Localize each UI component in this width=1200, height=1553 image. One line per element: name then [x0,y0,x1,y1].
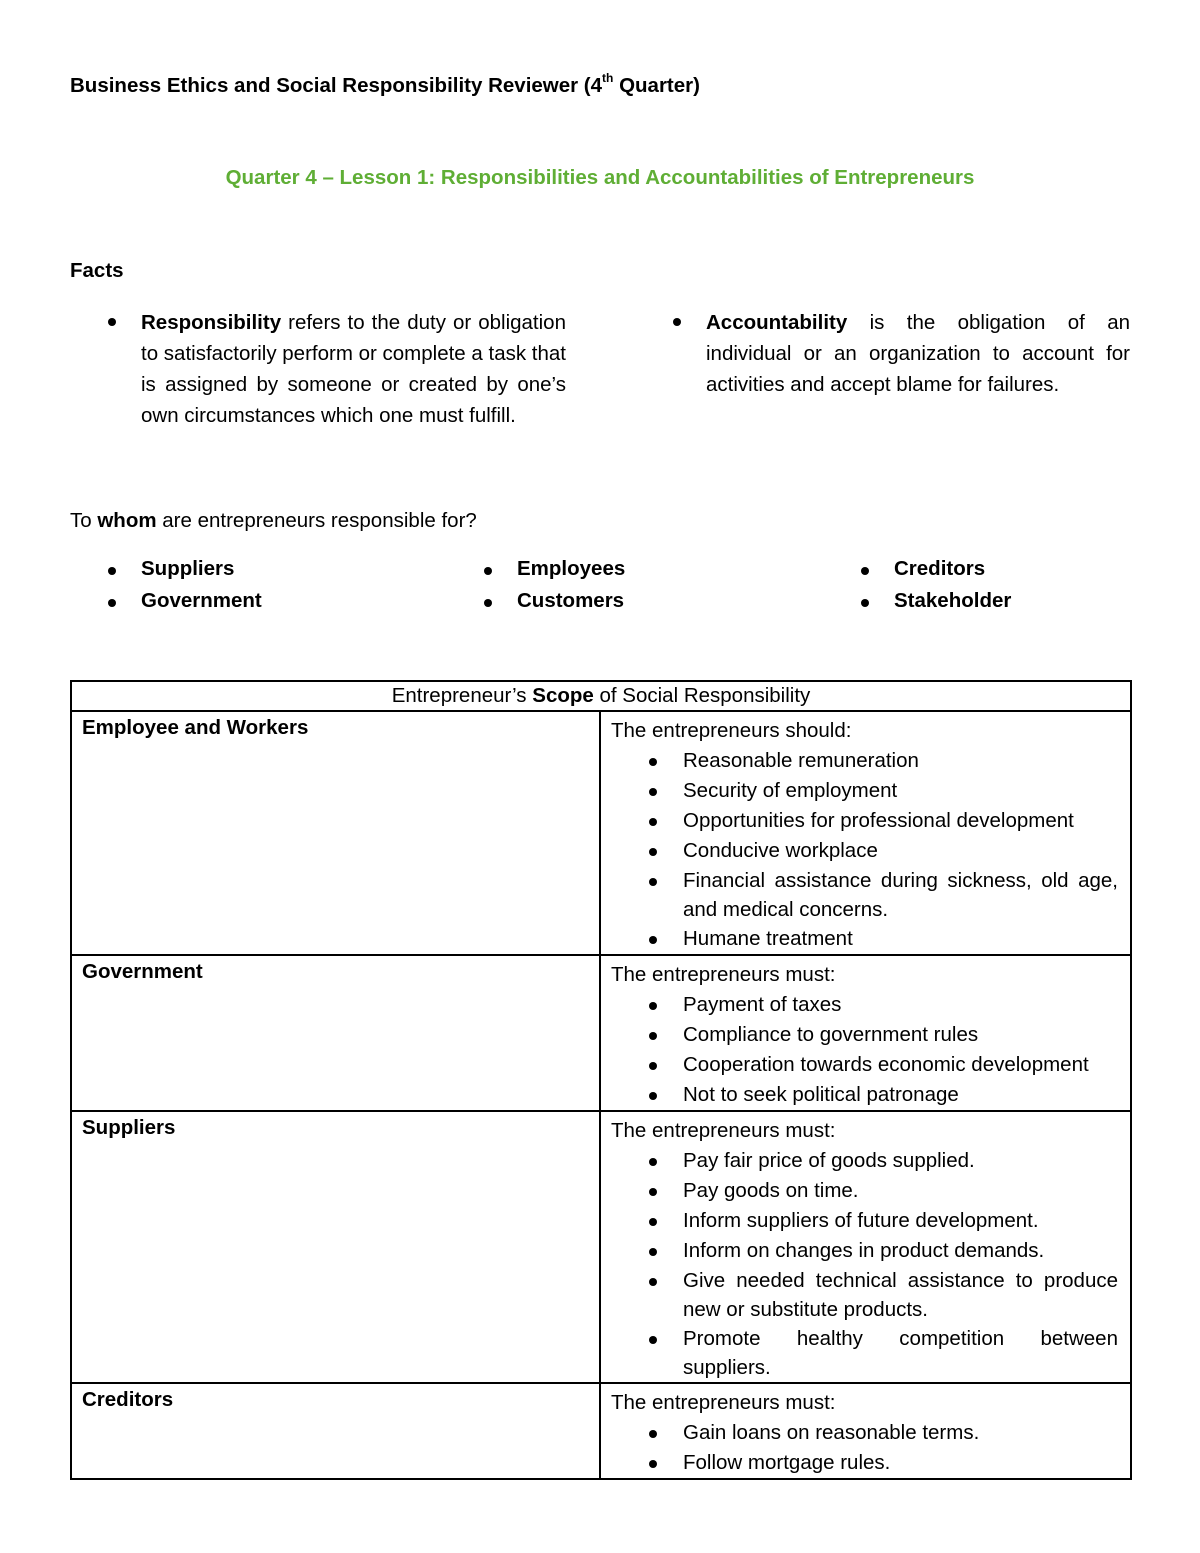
list-item: Security of employment [683,776,1118,806]
table-row [71,711,1131,955]
bullet-icon [649,1188,657,1196]
list-item: Inform suppliers of future development. [683,1206,1118,1236]
list-item: Pay goods on time. [683,1176,1118,1206]
row-details [600,1111,1131,1383]
list-item: Cooperation towards economic development [683,1050,1118,1080]
row-group-label: Creditors [71,1383,600,1479]
lesson-title: Quarter 4 – Lesson 1: Responsibilities and Accountabilities of Entrepreneurs [225,166,975,189]
bullet-icon [108,318,116,326]
bullet-icon [649,1158,657,1166]
list-item: Inform on changes in product demands. [683,1236,1118,1266]
row-group-label: Government [71,955,600,1111]
row-intro: The entrepreneurs should: [611,719,852,742]
list-item: Compliance to government rules [683,1020,1118,1050]
list-item: Follow mortgage rules. [683,1448,1118,1478]
row-details [600,955,1131,1111]
bullet-icon [649,1430,657,1438]
bullet-icon [649,1278,657,1286]
accountability-definition: is the obligation of an individual or an organization to account for activities and accept blame for failures. [706,311,1130,396]
list-item: Humane treatment [683,924,1118,954]
stakeholder-item: Employees [517,557,625,581]
row-intro: The entrepreneurs must: [611,1119,836,1142]
row-group-label: Employee and Workers [71,711,600,955]
row-intro: The entrepreneurs must: [611,963,836,986]
row-details [600,1383,1131,1479]
bullet-icon [484,567,492,575]
accountability-fact [706,307,1130,400]
row-group-label: Suppliers [71,1111,600,1383]
table-row [71,1383,1131,1479]
responsibility-fact [141,307,566,431]
bullet-icon [649,878,657,886]
row-details [600,711,1131,955]
bullet-icon [649,1002,657,1010]
responsibility-term: Responsibility [141,311,282,334]
table-row [71,955,1131,1111]
table-header-row [71,681,1131,711]
bullet-icon [649,1460,657,1468]
bullet-icon [649,1336,657,1344]
bullet-icon [108,567,116,575]
duty-list [611,990,1118,1110]
bullet-icon [649,1218,657,1226]
bullet-icon [649,1062,657,1070]
list-item: Promote healthy competition between suppliers. [683,1324,1118,1382]
list-item: Give needed technical assistance to produce new or substitute products. [683,1266,1118,1324]
bullet-icon [649,788,657,796]
stakeholder-item: Government [141,589,262,613]
list-item: Pay fair price of goods supplied. [683,1146,1118,1176]
table-row [71,1111,1131,1383]
stakeholder-item: Suppliers [141,557,234,581]
duty-list [611,1146,1118,1382]
bullet-icon [649,848,657,856]
social-responsibility-table [70,680,1132,1480]
list-item: Reasonable remuneration [683,746,1118,776]
bullet-icon [649,1092,657,1100]
table-title: Entrepreneur’s Scope of Social Responsibility [71,681,1131,711]
list-item: Not to seek political patronage [683,1080,1118,1110]
list-item: Payment of taxes [683,990,1118,1020]
facts-heading: Facts [70,259,124,282]
responsibility-definition: refers to the duty or obligation to satisfactorily perform or complete a task that is assigned by someone or created by one’s own circumstances which one must fulfill. [141,311,566,427]
responsibility-question: To whom are entrepreneurs responsible for? [70,509,477,532]
duty-list [611,1418,1118,1478]
bullet-icon [649,936,657,944]
stakeholder-item: Stakeholder [894,589,1011,613]
bullet-icon [861,599,869,607]
bullet-icon [649,818,657,826]
bullet-icon [649,1032,657,1040]
bullet-icon [484,599,492,607]
bullet-icon [673,318,681,326]
bullet-icon [108,599,116,607]
stakeholder-item: Creditors [894,557,985,581]
list-item: Financial assistance during sickness, old age, and medical concerns. [683,866,1118,924]
bullet-icon [649,1248,657,1256]
list-item: Gain loans on reasonable terms. [683,1418,1118,1448]
accountability-term: Accountability [706,311,848,334]
list-item: Opportunities for professional development [683,806,1118,836]
list-item: Conducive workplace [683,836,1118,866]
duty-list [611,746,1118,954]
bullet-icon [649,758,657,766]
bullet-icon [861,567,869,575]
document-title: Business Ethics and Social Responsibility Reviewer (4th Quarter) [70,71,700,97]
stakeholder-item: Customers [517,589,624,613]
row-intro: The entrepreneurs must: [611,1391,836,1414]
